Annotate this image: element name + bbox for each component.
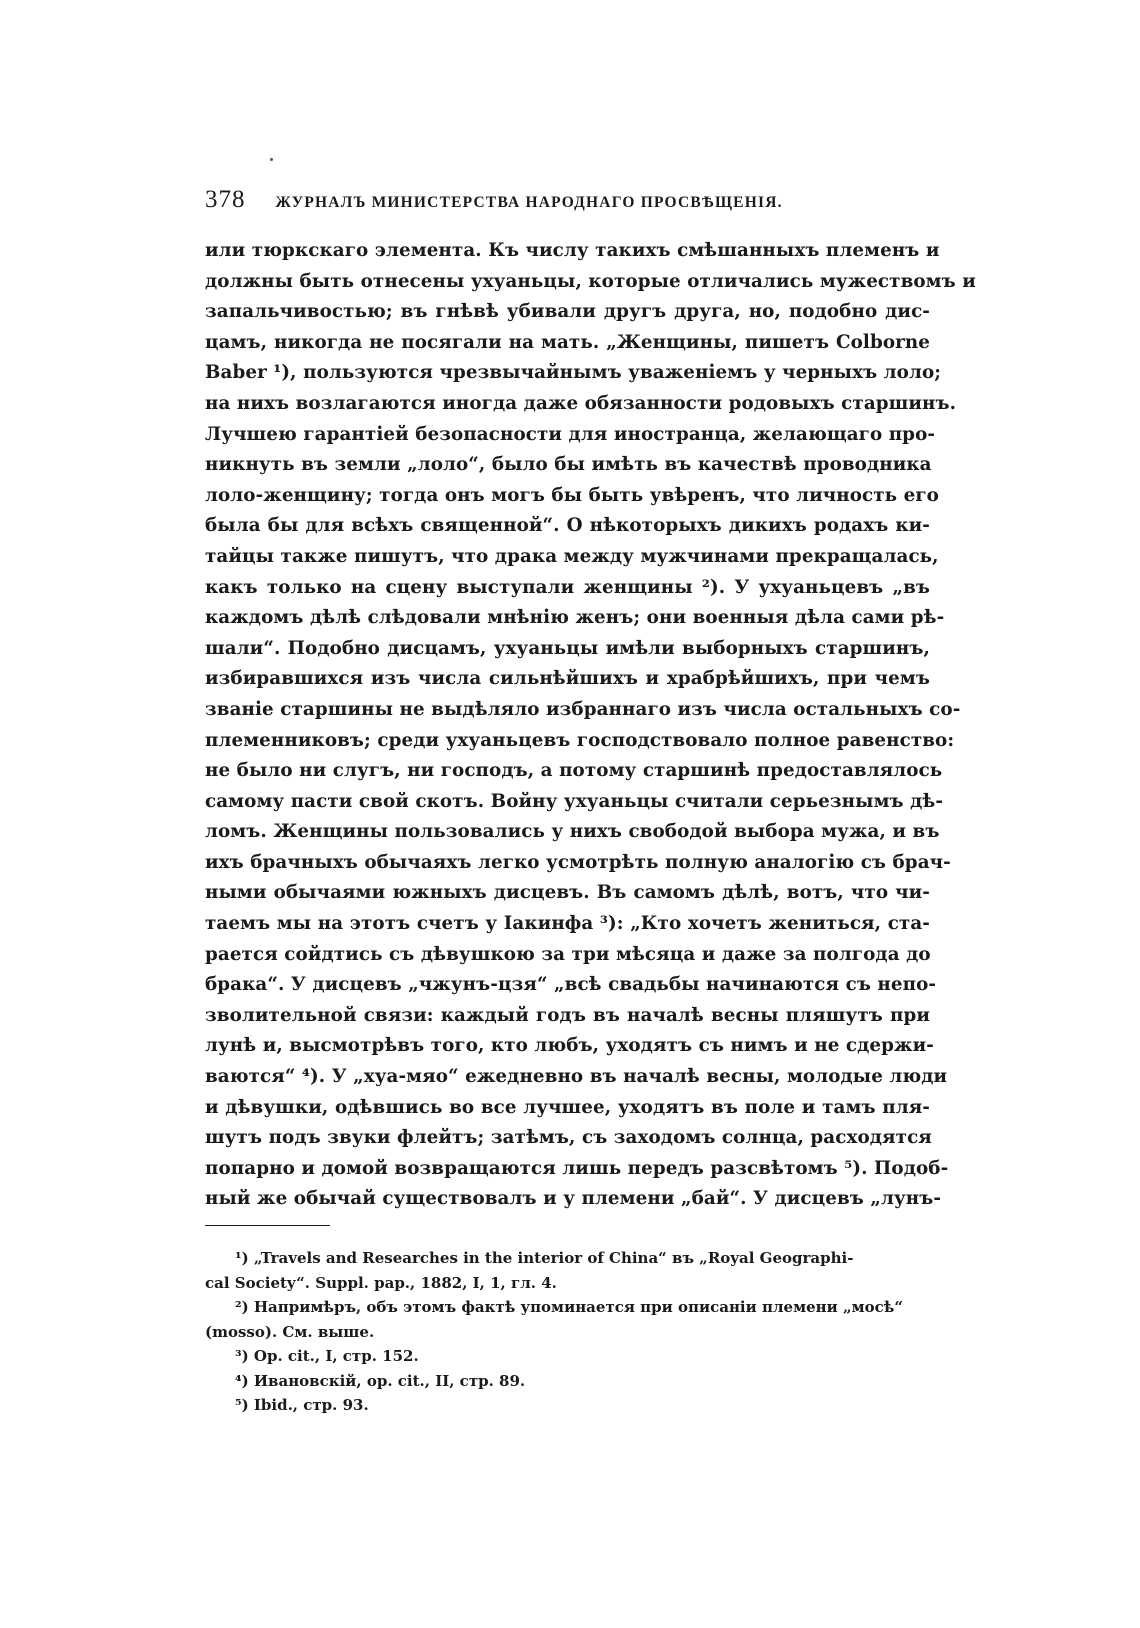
body-line: или тюркскаго элемента. Къ числу такихъ смѣшанныхъ племенъ и [205, 240, 940, 261]
body-line: каждомъ дѣлѣ слѣдовали мнѣнію женъ; они военныя дѣла сами рѣ- [205, 607, 945, 629]
footnote-line: ¹) „Travels and Researches in the interior of China“ въ „Royal Geographi- [235, 1249, 854, 1267]
footnotes [205, 1246, 930, 1418]
body-line: Лучшею гарантіей безопасности для иностранца, желающаго про- [205, 423, 936, 445]
body-line: лоло-женщину; тогда онъ могъ бы быть увѣренъ, что личность его [205, 484, 939, 506]
body-line: цамъ, никогда не посягали на мать. „Женщины, пишетъ Colborne [205, 331, 930, 353]
body-line: запальчивостью; въ гнѣвѣ убивали другъ друга, но, подобно дис- [205, 301, 930, 323]
body-text [205, 236, 976, 1215]
body-line: ваются“ ⁴). У „хуа-мяо“ ежедневно въ началѣ весны, молодые люди [205, 1066, 948, 1088]
body-line: не было ни слугъ, ни господъ, а потому старшинѣ предоставлялось [205, 760, 943, 782]
footnote-line: (mosso). См. выше. [205, 1322, 375, 1341]
body-line: рается сойдтись съ дѣвушкою за три мѣсяца и даже за полгода до [205, 943, 931, 965]
speck-mark [270, 158, 273, 161]
body-line: лунѣ и, высмотрѣвъ того, кто любъ, уходятъ съ нимъ и не сдержи- [205, 1035, 934, 1057]
body-line: тайцы также пишутъ, что драка между мужчинами прекращалась, [205, 545, 939, 567]
body-line: Baber ¹), пользуются чрезвычайнымъ уваженіемъ у черныхъ лоло; [205, 362, 942, 384]
body-line: брака“. У дисцевъ „чжунъ-цзя“ „всѣ свадьбы начинаются съ непо- [205, 974, 937, 996]
footnote-line: ⁴) Ивановскій, op. cit., II, стр. 89. [235, 1371, 526, 1390]
body-line: таемъ мы на этотъ счетъ у Іакинфа ³): „Кто хочетъ жениться, ста- [205, 913, 930, 935]
body-line: никнуть въ земли „лоло“, было бы имѣть въ качествѣ проводника [205, 454, 932, 476]
body-line: на нихъ возлагаются иногда даже обязанности родовыхъ старшинъ. [205, 392, 957, 414]
body-line: зволительной связи: каждый годъ въ началѣ весны пляшутъ при [205, 1004, 930, 1026]
footnote-rule [205, 1225, 330, 1226]
footnote-line: ³) Op. cit., I, стр. 152. [235, 1347, 419, 1365]
footnote-line: ²) Напримѣръ, объ этомъ фактѣ упоминается при описаніи племени „мосѣ“ [235, 1298, 903, 1316]
body-line: попарно и домой возвращаются лишь передъ разсвѣтомъ ⁵). Подоб- [205, 1157, 949, 1179]
body-line: самому пасти свой скотъ. Войну ухуаньцы считали серьезнымъ дѣ- [205, 790, 944, 812]
body-line: и дѣвушки, одѣвшись во все лучшее, уходятъ въ поле и тамъ пля- [205, 1096, 930, 1118]
footnote-line: ⁵) Ibid., стр. 93. [235, 1396, 369, 1414]
body-line: ломъ. Женщины пользовались у нихъ свободой выбора мужа, и въ [205, 821, 940, 843]
body-line: ными обычаями южныхъ дисцевъ. Въ самомъ дѣлѣ, вотъ, что чи- [205, 882, 930, 904]
page-number: 378 [205, 186, 246, 213]
body-line: званіе старшины не выдѣляло избраннаго изъ числа остальныхъ со- [205, 698, 961, 720]
body-line: шали“. Подобно дисцамъ, ухуаньцы имѣли выборныхъ старшинъ, [205, 637, 930, 659]
running-title: ЖУРНАЛЪ МИНИСТЕРСТВА НАРОДНАГО ПРОСВѢЩЕНІЯ. [275, 194, 783, 211]
body-line: шутъ подъ звуки флейтъ; затѣмъ, съ заходомъ солнца, расходятся [205, 1127, 932, 1149]
page [205, 186, 976, 1418]
page-header [205, 186, 930, 214]
body-line: избиравшихся изъ числа сильнѣйшихъ и храбрѣйшихъ, при чемъ [205, 668, 930, 690]
body-line: должны быть отнесены ухуаньцы, которые отличались мужествомъ и [205, 270, 976, 292]
body-line: какъ только на сцену выступали женщины ²). У ухуаньцевъ „въ [205, 576, 930, 598]
footnote-line: cal Society“. Suppl. pap., 1882, I, 1, гл. 4. [205, 1273, 557, 1292]
body-line: племенниковъ; среди ухуаньцевъ господствовало полное равенство: [205, 729, 955, 751]
body-line: ихъ брачныхъ обычаяхъ легко усмотрѣть полную аналогію съ брач- [205, 851, 951, 873]
body-line: была бы для всѣхъ священной“. О нѣкоторыхъ дикихъ родахъ ки- [205, 515, 930, 537]
body-line: ный же обычай существовалъ и у племени „бай“. У дисцевъ „лунъ- [205, 1188, 942, 1210]
